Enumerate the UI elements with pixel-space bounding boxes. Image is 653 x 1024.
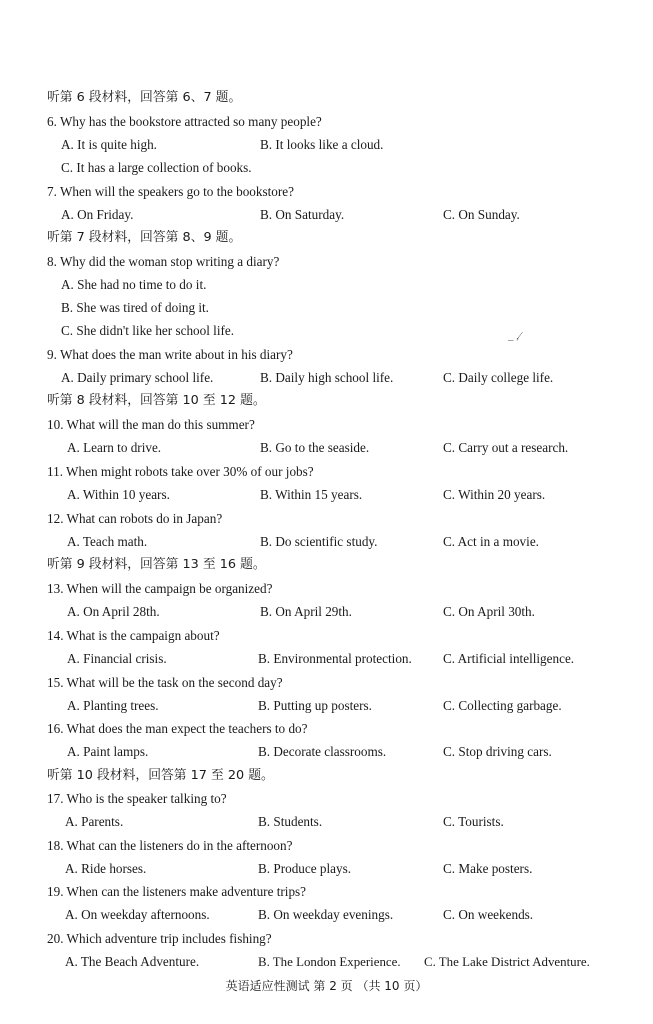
question-9-option-c: C. Daily college life. — [443, 370, 554, 385]
question-16-stem: 16. What does the man expect the teachers to do? — [47, 721, 308, 736]
question-18-option-c: C. Make posters. — [443, 861, 533, 876]
question-17-option-a: A. Parents. — [65, 814, 124, 829]
question-11-option-b: B. Within 15 years. — [260, 487, 363, 502]
question-17-option-c: C. Tourists. — [443, 814, 504, 829]
question-19-option-c: C. On weekends. — [443, 907, 534, 922]
question-9-stem: 9. What does the man write about in his diary? — [47, 347, 293, 362]
question-14-option-a: A. Financial crisis. — [67, 651, 167, 666]
question-18-option-b: B. Produce plays. — [258, 861, 352, 876]
question-20-stem: 20. Which adventure trip includes fishing? — [47, 931, 272, 946]
question-8-option-a: A. She had no time to do it. — [61, 277, 207, 292]
question-18-option-a: A. Ride horses. — [65, 861, 147, 876]
question-8-option-c: C. She didn't like her school life. — [61, 323, 235, 338]
question-19-option-b: B. On weekday evenings. — [258, 907, 394, 922]
question-12-stem: 12. What can robots do in Japan? — [47, 511, 223, 526]
stray-pen-mark: _ ,⁄ — [508, 330, 521, 342]
question-19-stem: 19. When can the listeners make adventure trips? — [47, 884, 307, 899]
question-10-option-c: C. Carry out a research. — [443, 440, 569, 455]
question-19-option-a: A. On weekday afternoons. — [65, 907, 210, 922]
question-12-option-a: A. Teach math. — [67, 534, 148, 549]
question-6-option-b: B. It looks like a cloud. — [260, 137, 384, 152]
question-9-option-a: A. Daily primary school life. — [61, 370, 214, 385]
section-heading-7: 听第 7 段材料，回答第 8、9 题。 — [47, 230, 242, 245]
question-13-option-b: B. On April 29th. — [260, 604, 352, 619]
question-16-option-a: A. Paint lamps. — [67, 744, 149, 759]
question-7-stem: 7. When will the speakers go to the bookstore? — [47, 184, 294, 199]
question-6-stem: 6. Why has the bookstore attracted so many people? — [47, 114, 322, 129]
question-14-stem: 14. What is the campaign about? — [47, 628, 220, 643]
question-10-stem: 10. What will the man do this summer? — [47, 417, 255, 432]
section-heading-6: 听第 6 段材料，回答第 6、7 题。 — [47, 90, 242, 105]
question-15-option-a: A. Planting trees. — [67, 698, 159, 713]
question-16-option-b: B. Decorate classrooms. — [258, 744, 387, 759]
question-15-option-c: C. Collecting garbage. — [443, 698, 562, 713]
question-11-stem: 11. When might robots take over 30% of our jobs? — [47, 464, 314, 479]
question-8-stem: 8. Why did the woman stop writing a diary? — [47, 254, 280, 269]
question-7-option-b: B. On Saturday. — [260, 207, 345, 222]
question-7-option-a: A. On Friday. — [61, 207, 134, 222]
question-15-option-b: B. Putting up posters. — [258, 698, 372, 713]
question-14-option-b: B. Environmental protection. — [258, 651, 412, 666]
question-9-option-b: B. Daily high school life. — [260, 370, 394, 385]
question-11-option-c: C. Within 20 years. — [443, 487, 546, 502]
question-13-option-c: C. On April 30th. — [443, 604, 535, 619]
question-14-option-c: C. Artificial intelligence. — [443, 651, 575, 666]
question-7-option-c: C. On Sunday. — [443, 207, 520, 222]
question-18-stem: 18. What can the listeners do in the afternoon? — [47, 838, 293, 853]
question-17-option-b: B. Students. — [258, 814, 323, 829]
question-8-option-b: B. She was tired of doing it. — [61, 300, 209, 315]
question-13-stem: 13. When will the campaign be organized? — [47, 581, 273, 596]
question-20-option-a: A. The Beach Adventure. — [65, 954, 200, 969]
question-17-stem: 17. Who is the speaker talking to? — [47, 791, 227, 806]
section-heading-10: 听第 10 段材料，回答第 17 至 20 题。 — [47, 768, 274, 783]
question-16-option-c: C. Stop driving cars. — [443, 744, 552, 759]
question-15-stem: 15. What will be the task on the second day? — [47, 675, 283, 690]
question-6-option-c: C. It has a large collection of books. — [61, 160, 252, 175]
question-13-option-a: A. On April 28th. — [67, 604, 160, 619]
section-heading-8: 听第 8 段材料，回答第 10 至 12 题。 — [47, 393, 266, 408]
question-20-option-c: C. The Lake District Adventure. — [424, 955, 590, 969]
question-6-option-a: A. It is quite high. — [61, 137, 157, 152]
question-11-option-a: A. Within 10 years. — [67, 487, 170, 502]
question-12-option-b: B. Do scientific study. — [260, 534, 378, 549]
question-10-option-b: B. Go to the seaside. — [260, 440, 370, 455]
section-heading-9: 听第 9 段材料，回答第 13 至 16 题。 — [47, 557, 266, 572]
question-10-option-a: A. Learn to drive. — [67, 440, 162, 455]
question-12-option-c: C. Act in a movie. — [443, 534, 539, 549]
page-footer: 英语适应性测试 第 2 页 （共 10 页） — [225, 979, 428, 993]
question-20-option-b: B. The London Experience. — [258, 955, 401, 969]
